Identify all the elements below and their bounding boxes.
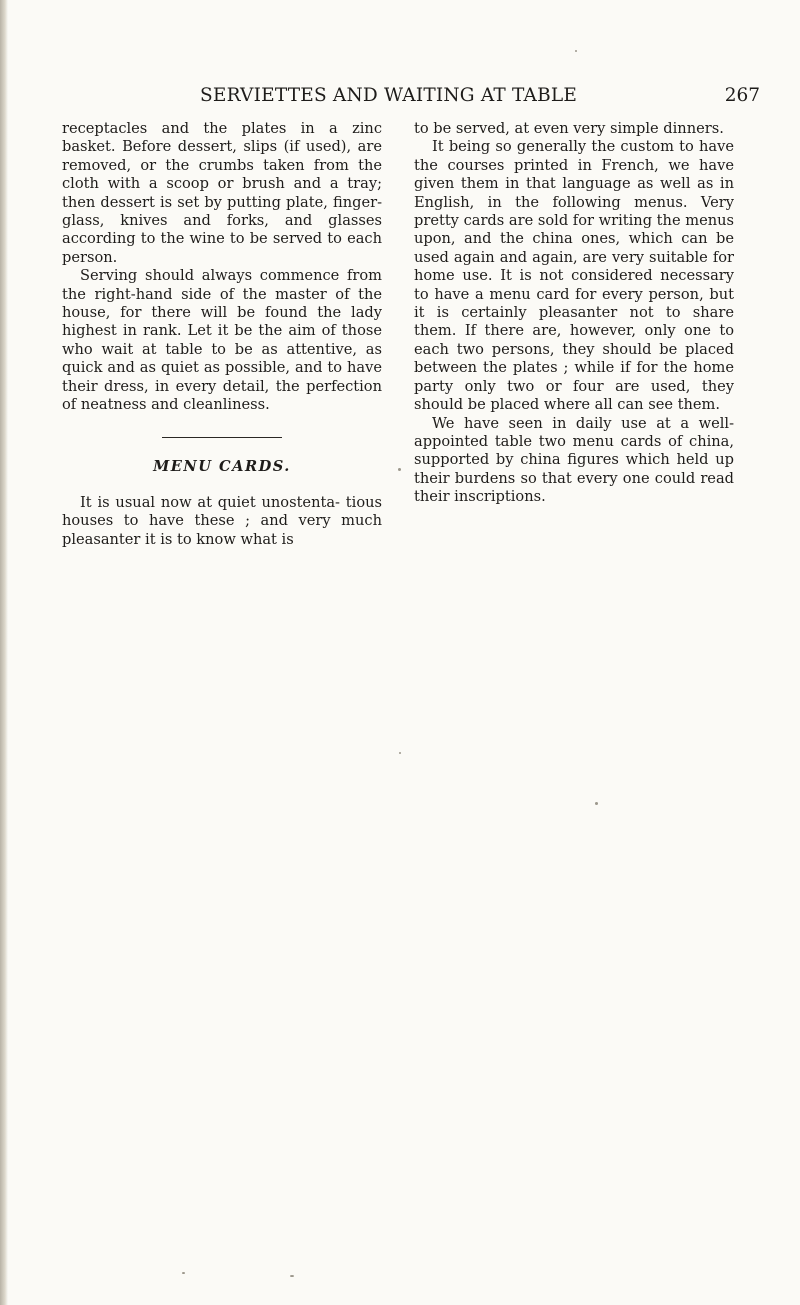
paragraph: to be served, at even very simple dinners. [414, 120, 724, 137]
paragraph: We have seen in daily use at a well- appointed table two menu cards of china, supported by china figures which held up their burdens so that every one could read their inscriptions. [414, 414, 734, 506]
left-column [62, 120, 382, 549]
section-rule [162, 437, 282, 438]
paragraph: It being so generally the custom to have the courses printed in French, we have given them in that language as well as in English, in the following menus. Very pretty cards are sold for writing the menus upon, and the china ones, which can be used again and again, are very suitable for home use. It is not considered necessary to have a menu card for every person, but it is certainly pleasanter not to share them. If there are, however, only one to each two persons, they should be placed between the plates ; while if for the home party only two or four are used, they should be placed where all can see them. [414, 138, 734, 414]
page-edge [0, 0, 8, 1305]
right-column [414, 120, 734, 507]
paragraph: receptacles and the plates in a zinc basket. Before dessert, slips (if used), are removed, or the crumbs taken from the cloth with a scoop or brush and a tray; then dessert is set by putting plate, finger-glass, knives and forks, and glasses according to the wine to be served to each person. [62, 120, 382, 266]
paragraph: Serving should always commence from the right-hand side of the master of the house, for there will be found the lady highest in rank. Let it be the aim of those who wait at table to be as attentive, as quick and as quiet as possible, and to have their dress, in every detail, the perfection of neatness and cleanliness. [62, 267, 382, 414]
scan-speck [398, 468, 401, 471]
paragraph: It is usual now at quiet unostenta- tious houses to have these ; and very much pleasanter it is to know what is [62, 493, 382, 548]
scan-speck [399, 752, 401, 754]
section-heading-menu-cards: MENU CARDS. [153, 457, 291, 475]
scan-speck [290, 1275, 294, 1277]
scan-speck [575, 50, 577, 52]
scan-speck [182, 1272, 185, 1274]
running-title: SERVIETTES AND WAITING AT TABLE [200, 85, 578, 106]
running-header [200, 85, 760, 113]
scan-speck [595, 802, 598, 805]
page-number: 267 [724, 85, 760, 106]
